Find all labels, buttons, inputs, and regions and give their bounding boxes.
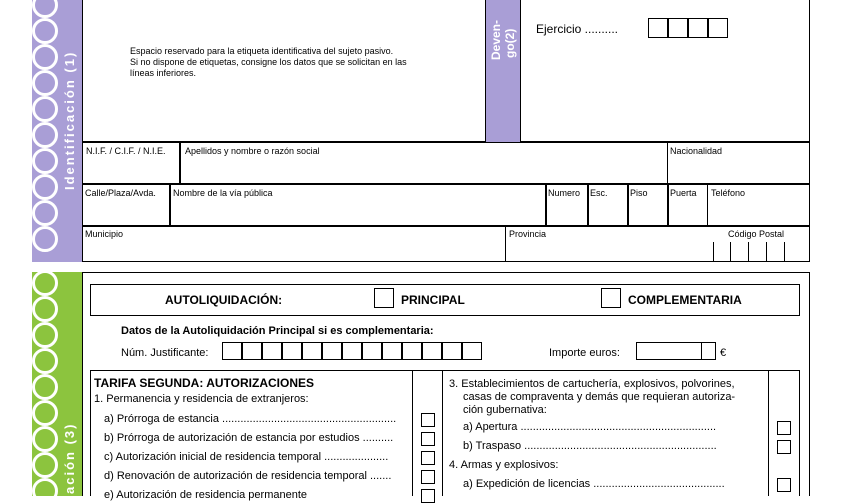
cp-divider	[766, 242, 767, 262]
col-divider	[412, 370, 413, 496]
codigo-postal-label: Código Postal	[728, 229, 785, 239]
left-item: b) Prórroga de autorización de estancia por estudios ..........	[104, 432, 394, 444]
devengo-label-2: go(2)	[503, 28, 517, 58]
complementaria-label: COMPLEMENTARIA	[628, 293, 742, 307]
datos-principal-heading: Datos de la Autoliquidación Principal si es complementaria:	[121, 325, 434, 337]
checkbox-licencias[interactable]	[777, 478, 791, 492]
nacionalidad-label: Nacionalidad	[670, 146, 723, 156]
etiqueta-text-1: Espacio reservado para la etiqueta identificativa del sujeto pasivo.	[130, 46, 394, 56]
justificante-digit[interactable]	[462, 342, 482, 360]
esc-label: Esc.	[590, 188, 608, 198]
justificante-digit[interactable]	[262, 342, 282, 360]
provincia-label: Provincia	[509, 229, 547, 239]
decor-scallop	[32, 122, 58, 148]
decor-scallop	[32, 226, 58, 252]
cp-divider	[730, 242, 731, 262]
principal-label: PRINCIPAL	[401, 293, 465, 307]
checkbox-residencia-renovacion[interactable]	[421, 470, 435, 484]
decor-scallop	[32, 270, 58, 296]
decor-scallop	[32, 400, 58, 426]
complementaria-checkbox[interactable]	[601, 288, 621, 308]
decor-scallop	[32, 348, 58, 374]
importe-label: Importe euros:	[549, 347, 620, 359]
right-item: 3. Establecimientos de cartuchería, explosivos, polvorines,	[449, 378, 735, 390]
tarifa-heading: TARIFA SEGUNDA: AUTORIZACIONES	[94, 376, 315, 390]
justificante-digit[interactable]	[402, 342, 422, 360]
etiqueta-text-2: Si no dispone de etiquetas, consigne los datos que se solicitan en las	[130, 57, 407, 67]
municipio-field[interactable]	[82, 226, 506, 262]
numero-label: Numero	[548, 188, 581, 198]
decor-scallop	[32, 96, 58, 122]
right-item: b) Traspaso ...............................................................	[463, 440, 717, 452]
col-divider	[768, 370, 769, 496]
col-divider	[442, 370, 443, 496]
justificante-digit[interactable]	[322, 342, 342, 360]
ejercicio-digit[interactable]	[688, 18, 708, 38]
justificante-digit[interactable]	[362, 342, 382, 360]
ejercicio-digit[interactable]	[708, 18, 728, 38]
left-item: a) Prórroga de estancia .........................................................	[104, 413, 397, 425]
via-label: Nombre de la vía pública	[173, 188, 273, 198]
calle-label: Calle/Plaza/Avda.	[85, 188, 156, 198]
checkbox-prorroga-estancia[interactable]	[421, 413, 435, 427]
decor-scallop	[32, 148, 58, 174]
etiqueta-text-3: líneas inferiores.	[130, 68, 197, 78]
right-item: casas de compraventa y demás que requieran autoriza-	[463, 391, 736, 403]
decor-scallop	[32, 426, 58, 452]
right-item: a) Expedición de licencias ...........................................	[463, 478, 725, 490]
decor-scallop	[32, 322, 58, 348]
euro-symbol: €	[720, 347, 727, 359]
municipio-label: Municipio	[85, 229, 124, 239]
checkbox-residencia-inicial[interactable]	[421, 451, 435, 465]
justificante-digit[interactable]	[442, 342, 462, 360]
decor-scallop	[32, 478, 58, 504]
decor-scallop	[32, 452, 58, 478]
left-item: e) Autorización de residencia permanente	[104, 489, 308, 501]
section-label-liquidacion: ación (3)	[62, 422, 77, 494]
left-item: 1. Permanencia y residencia de extranjeros:	[94, 393, 309, 405]
checkbox-apertura[interactable]	[777, 421, 791, 435]
checkbox-residencia-permanente[interactable]	[421, 489, 435, 503]
decor-scallop	[32, 70, 58, 96]
right-item: 4. Armas y explosivos:	[449, 459, 559, 471]
left-item: c) Autorización inicial de residencia temporal .....................	[104, 451, 389, 463]
justificante-digit[interactable]	[422, 342, 442, 360]
piso-label: Piso	[630, 188, 648, 198]
checkbox-prorroga-estudios[interactable]	[421, 432, 435, 446]
decor-scallop	[32, 18, 58, 44]
devengo-label-1: Deven-	[489, 19, 503, 60]
cp-divider	[784, 242, 785, 262]
principal-checkbox[interactable]	[374, 288, 394, 308]
checkbox-traspaso[interactable]	[777, 440, 791, 454]
nif-label: N.I.F. / C.I.F. / N.I.E.	[86, 146, 166, 156]
puerta-label: Puerta	[670, 188, 697, 198]
justificante-digit[interactable]	[222, 342, 242, 360]
cp-divider	[713, 242, 714, 262]
decor-scallop	[32, 296, 58, 322]
justificante-digit[interactable]	[282, 342, 302, 360]
num-justificante-label: Núm. Justificante:	[121, 347, 209, 359]
importe-divider	[701, 342, 702, 360]
justificante-digit[interactable]	[242, 342, 262, 360]
right-item: ción gubernativa:	[463, 404, 547, 416]
justificante-digit[interactable]	[342, 342, 362, 360]
section-label-identificacion: Identificación (1)	[62, 50, 77, 190]
importe-field[interactable]	[636, 342, 716, 360]
decor-scallop	[32, 174, 58, 200]
telefono-label: Teléfono	[711, 188, 746, 198]
decor-scallop	[32, 44, 58, 70]
right-item: a) Apertura ................................................................	[463, 421, 717, 433]
cp-divider	[748, 242, 749, 262]
left-item: d) Renovación de autorización de residencia temporal .......	[104, 470, 392, 482]
ejercicio-digit[interactable]	[668, 18, 688, 38]
ejercicio-label: Ejercicio ..........	[536, 22, 619, 36]
justificante-digit[interactable]	[382, 342, 402, 360]
justificante-digit[interactable]	[302, 342, 322, 360]
decor-scallop	[32, 374, 58, 400]
ejercicio-digit[interactable]	[648, 18, 668, 38]
apellidos-label: Apellidos y nombre o razón social	[185, 146, 320, 156]
autoliquidacion-label: AUTOLIQUIDACIÓN:	[165, 293, 283, 307]
decor-scallop	[32, 200, 58, 226]
